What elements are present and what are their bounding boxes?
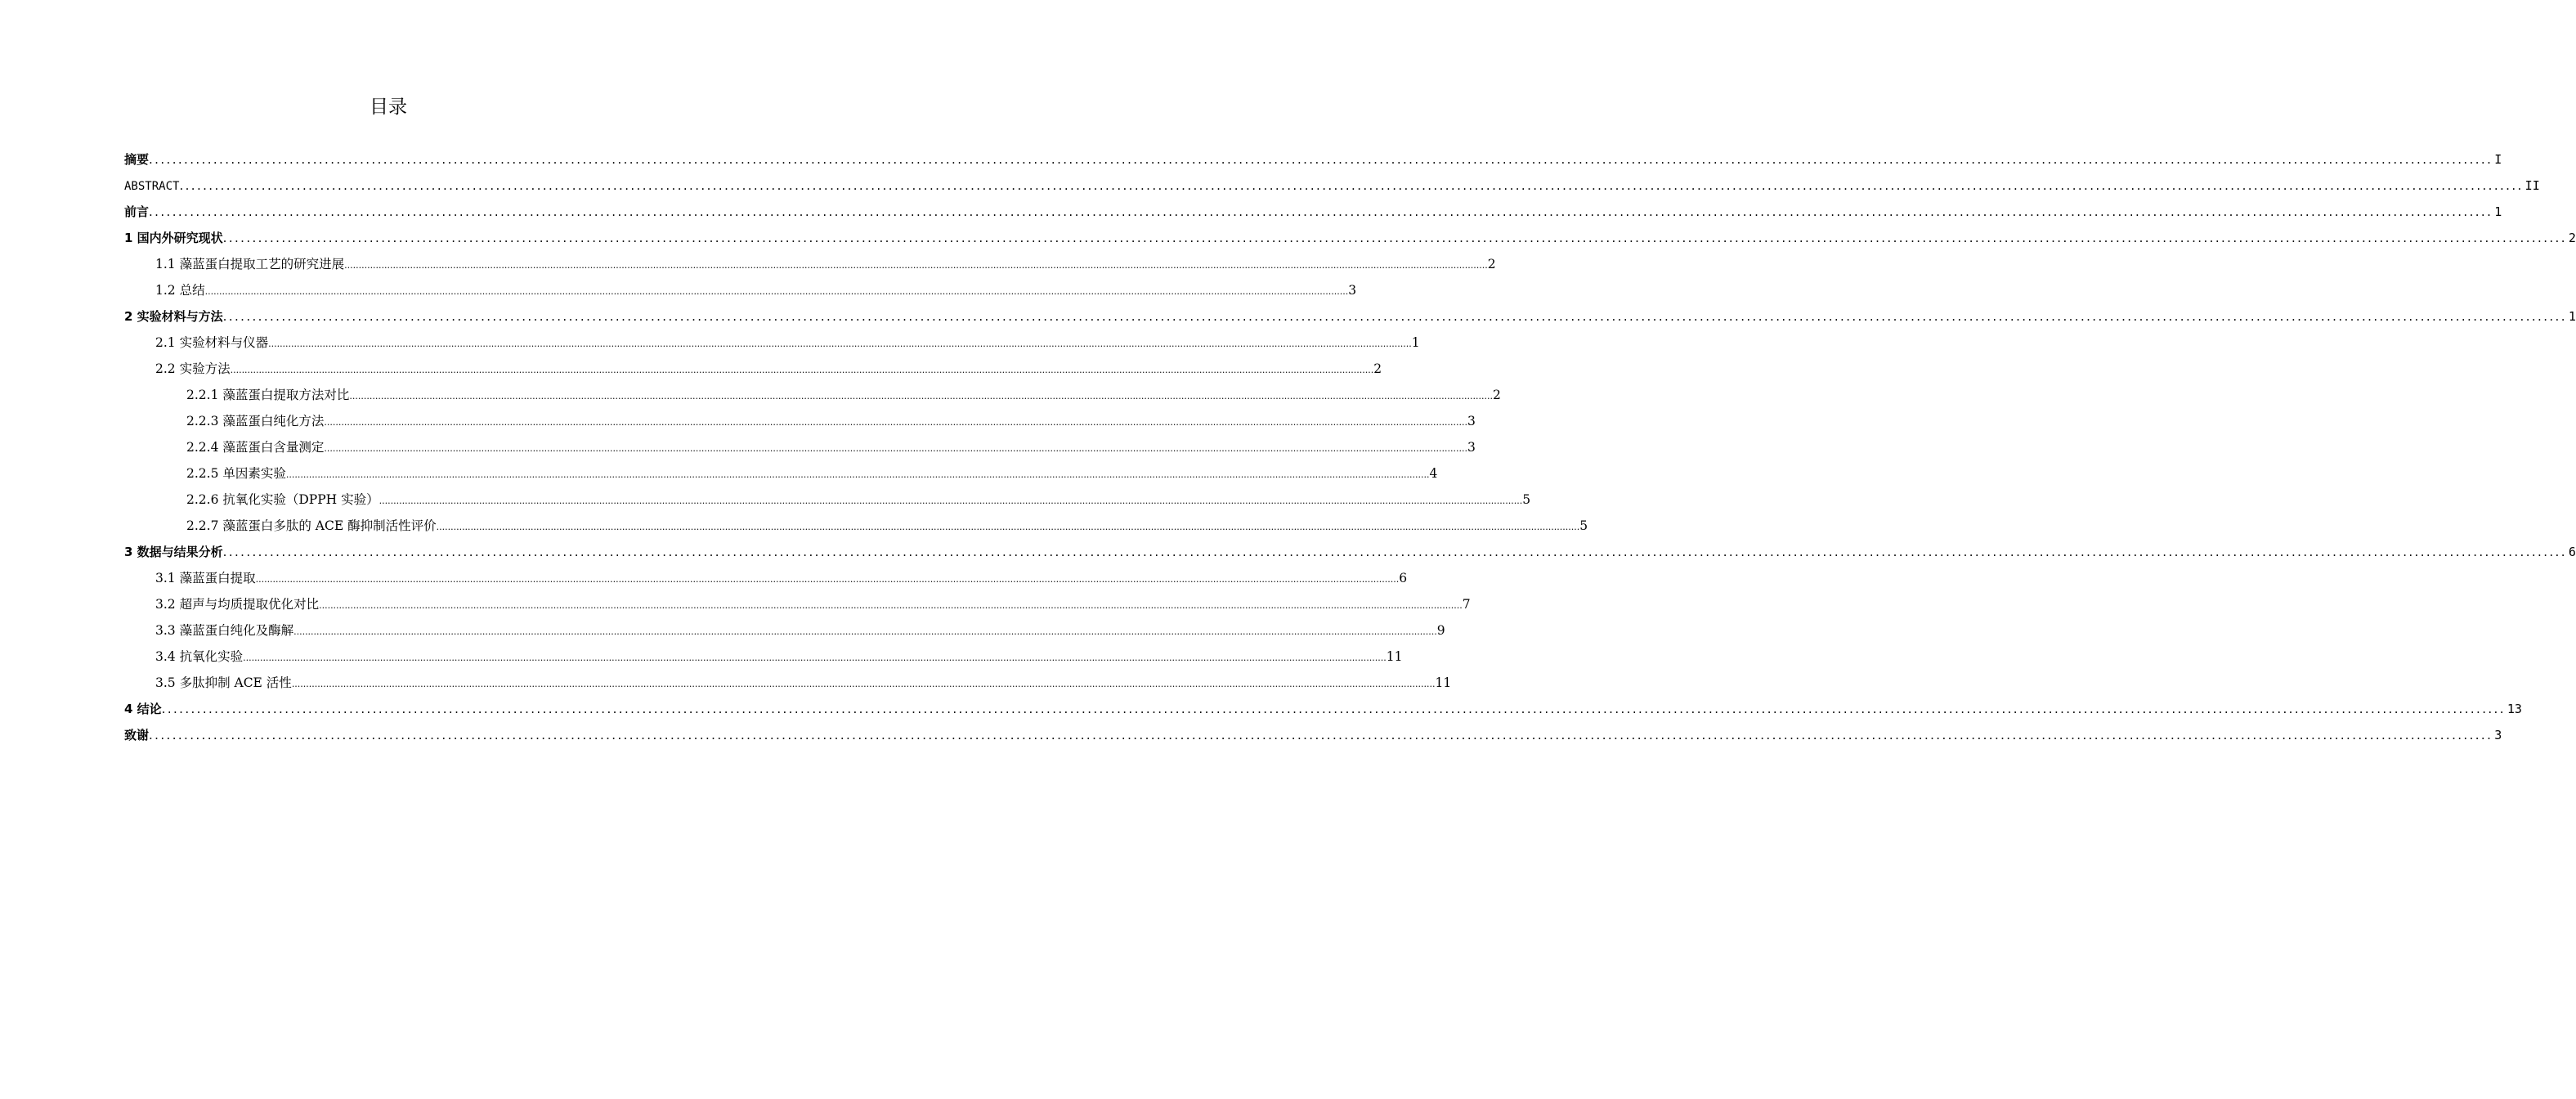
toc-entry-page: II xyxy=(2524,178,2540,193)
toc-entry-page: I xyxy=(2494,152,2502,167)
toc-entry-label: 致谢 xyxy=(124,728,150,742)
toc-entry-page: 3 xyxy=(1467,414,1476,428)
toc-entry-label: 3.1 藻蓝蛋白提取 xyxy=(155,571,256,585)
toc-entry-label: 3.2 超声与均质提取优化对比 xyxy=(155,597,320,612)
dot-leader: ................................................................................................................................................................................................................................................................................................................................................................................................................ xyxy=(436,522,1580,532)
toc-entry[interactable] xyxy=(124,434,1476,460)
toc-title: 目录 xyxy=(370,96,407,118)
dot-leader: ................................................................................................................................................................................................................................................................................................................................................................................................................ xyxy=(255,574,1400,585)
toc-entry-page: 2 xyxy=(1487,257,1496,271)
dot-leader: ................................................................................................................................................................................................................................................................................................................................................................................................................ xyxy=(324,417,1468,428)
toc-entry-page: 6 xyxy=(2568,545,2576,559)
toc-entry-page: 5 xyxy=(1522,492,1531,507)
toc-entry-label: 1.2 总结 xyxy=(155,283,205,298)
dot-leader: ................................................................................................................................................................................................................................................................................................................................................................................................................ xyxy=(293,626,1437,637)
toc-entry-page: 11 xyxy=(1435,675,1452,690)
toc-entry-label: 2.2.3 藻蓝蛋白纯化方法 xyxy=(186,414,325,428)
toc-entry-label: ABSTRACT xyxy=(124,180,180,193)
dot-leader: ................................................................................................................................................................................................................................................................................................................................................................................................................ xyxy=(319,600,1463,611)
toc-entry[interactable] xyxy=(124,513,1588,539)
toc-entry-label: 3.3 藻蓝蛋白纯化及酶解 xyxy=(155,623,294,638)
toc-entry-label: 1 国内外研究现状 xyxy=(124,231,223,245)
dot-leader: ................................................................................................................................................................................................................................................................................................................................................................................................................ xyxy=(268,339,1412,349)
dot-leader: ................................................................................................................................................................................................................................................................................................................................................................................................................ xyxy=(222,231,2567,245)
toc-entry[interactable] xyxy=(124,225,2576,251)
toc-entry[interactable] xyxy=(124,408,1476,434)
toc-entry-label: 2.2.7 藻蓝蛋白多肽的 ACE 酶抑制活性评价 xyxy=(186,518,437,533)
toc-entry-label: 2.2.5 单因素实验 xyxy=(186,466,286,481)
toc-entry-label: 3.5 多肽抑制 ACE 活性 xyxy=(155,675,292,690)
toc-entry-page: 1 xyxy=(1411,335,1420,350)
toc-entry[interactable] xyxy=(124,173,2540,199)
toc-entry-page: 2 xyxy=(2568,231,2576,245)
toc-entry-label: 2.2.4 藻蓝蛋白含量测定 xyxy=(186,440,325,455)
toc-entry-label: 2.2.6 抗氧化实验（DPPH 实验） xyxy=(186,492,379,507)
toc-entry-label: 3 数据与结果分析 xyxy=(124,545,223,559)
dot-leader: ................................................................................................................................................................................................................................................................................................................................................................................................................ xyxy=(349,391,1494,401)
dot-leader: ................................................................................................................................................................................................................................................................................................................................................................................................................ xyxy=(344,260,1488,271)
dot-leader: ................................................................................................................................................................................................................................................................................................................................................................................................................ xyxy=(230,365,1374,375)
toc-entry-page: 5 xyxy=(1579,518,1588,533)
dot-leader: ................................................................................................................................................................................................................................................................................................................................................................................................................ xyxy=(179,178,2524,193)
toc-entry[interactable] xyxy=(124,146,2502,173)
toc-entry[interactable] xyxy=(124,277,1357,303)
toc-entry-page: 4 xyxy=(1429,466,1438,481)
toc-entry-label: 前言 xyxy=(124,204,150,219)
toc-entry-label: 2 实验材料与方法 xyxy=(124,309,223,324)
toc-entry-page: 7 xyxy=(1462,597,1471,612)
dot-leader: ................................................................................................................................................................................................................................................................................................................................................................................................................ xyxy=(149,152,2493,167)
dot-leader: ................................................................................................................................................................................................................................................................................................................................................................................................................ xyxy=(222,545,2567,559)
toc-entry[interactable] xyxy=(124,565,1408,591)
toc-entry[interactable] xyxy=(124,696,2522,722)
dot-leader: ................................................................................................................................................................................................................................................................................................................................................................................................................ xyxy=(243,653,1387,663)
table-of-contents xyxy=(124,146,2576,748)
toc-entry-label: 2.1 实验材料与仪器 xyxy=(155,335,269,350)
toc-entry-page: 3 xyxy=(1348,283,1357,298)
dot-leader: ................................................................................................................................................................................................................................................................................................................................................................................................................ xyxy=(161,702,2506,716)
toc-entry-label: 4 结论 xyxy=(124,702,162,716)
dot-leader: ................................................................................................................................................................................................................................................................................................................................................................................................................ xyxy=(149,204,2493,219)
toc-entry[interactable] xyxy=(124,460,1438,487)
dot-leader: ................................................................................................................................................................................................................................................................................................................................................................................................................ xyxy=(149,728,2493,742)
toc-entry[interactable] xyxy=(124,199,2502,225)
toc-entry-label: 摘要 xyxy=(124,152,150,167)
toc-entry[interactable] xyxy=(124,356,1382,382)
toc-entry[interactable] xyxy=(124,382,1501,408)
toc-entry-page: 1 xyxy=(2568,309,2576,324)
toc-entry[interactable] xyxy=(124,487,1531,513)
toc-entry-page: 2 xyxy=(1373,361,1382,376)
toc-entry[interactable] xyxy=(124,617,1445,644)
toc-entry-label: 3.4 抗氧化实验 xyxy=(155,649,244,664)
toc-entry[interactable] xyxy=(124,591,1471,617)
toc-entry[interactable] xyxy=(124,670,1452,696)
toc-entry[interactable] xyxy=(124,539,2576,565)
toc-entry-page: 9 xyxy=(1436,623,1445,638)
dot-leader: ................................................................................................................................................................................................................................................................................................................................................................................................................ xyxy=(324,443,1468,454)
toc-entry[interactable] xyxy=(124,251,1496,277)
toc-entry-page: 1 xyxy=(2494,204,2502,219)
dot-leader: ................................................................................................................................................................................................................................................................................................................................................................................................................ xyxy=(285,469,1430,480)
dot-leader: ................................................................................................................................................................................................................................................................................................................................................................................................................ xyxy=(291,679,1436,689)
toc-entry-page: 13 xyxy=(2507,702,2522,716)
toc-entry-page: 11 xyxy=(1386,649,1403,664)
toc-entry-page: 2 xyxy=(1493,388,1501,402)
toc-entry-page: 3 xyxy=(1467,440,1476,455)
dot-leader: ................................................................................................................................................................................................................................................................................................................................................................................................................ xyxy=(379,496,1523,506)
toc-entry[interactable] xyxy=(124,722,2502,748)
toc-entry-label: 2.2 实验方法 xyxy=(155,361,231,376)
toc-entry-page: 3 xyxy=(2494,728,2502,742)
toc-entry-label: 1.1 藻蓝蛋白提取工艺的研究进展 xyxy=(155,257,345,271)
dot-leader: ................................................................................................................................................................................................................................................................................................................................................................................................................ xyxy=(222,309,2567,324)
toc-entry[interactable] xyxy=(124,644,1403,670)
toc-entry[interactable] xyxy=(124,303,2576,330)
toc-entry-page: 6 xyxy=(1399,571,1408,585)
toc-entry-label: 2.2.1 藻蓝蛋白提取方法对比 xyxy=(186,388,350,402)
toc-entry[interactable] xyxy=(124,330,1420,356)
dot-leader: ................................................................................................................................................................................................................................................................................................................................................................................................................ xyxy=(204,286,1349,297)
